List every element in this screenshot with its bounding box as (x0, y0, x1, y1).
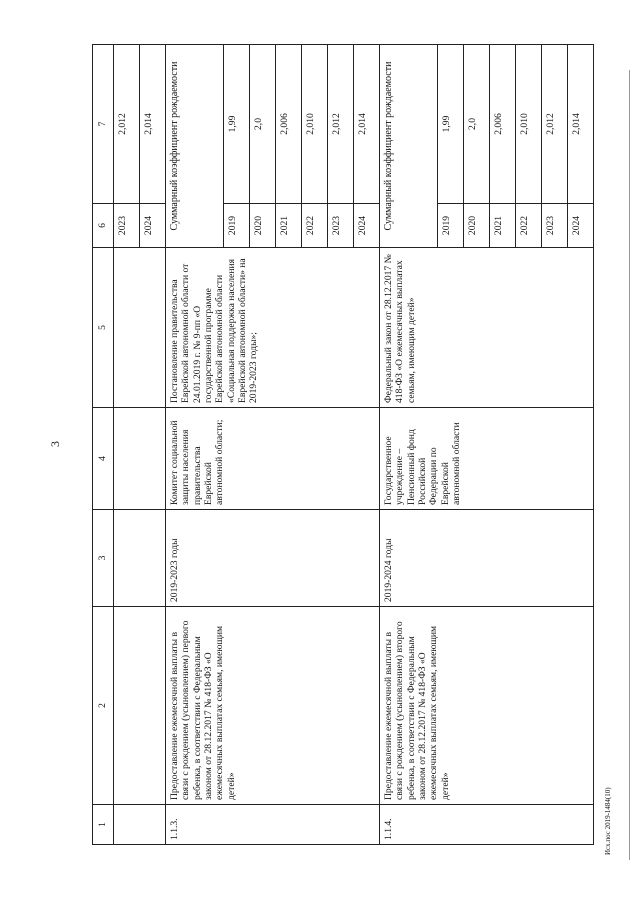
year-cell: 2020 (464, 204, 490, 248)
year-cell: 2023 (114, 204, 140, 248)
value-cell: 1,99 (438, 45, 464, 204)
year-cell: 2023 (542, 204, 568, 248)
year-cell: 2024 (568, 204, 594, 248)
year-cell: 2019 (438, 204, 464, 248)
value-cell: 2,006 (490, 45, 516, 204)
document-cell: Федеральный закон от 28.12.2017 № 418-ФЗ «О ежемесячных выплатах семьям, имеющим детей» (380, 248, 594, 408)
column-header-5: 5 (93, 248, 114, 408)
margin-rule (629, 70, 630, 860)
period-cell: 2019-2024 годы (380, 510, 594, 607)
year-cell: 2022 (302, 204, 328, 248)
column-header-2: 2 (93, 607, 114, 805)
value-cell: 2,010 (516, 45, 542, 204)
column-header-7: 7 (93, 45, 114, 204)
value-cell: 2,006 (276, 45, 302, 204)
year-cell: 2023 (328, 204, 354, 248)
year-cell: 2020 (250, 204, 276, 248)
continuation-row (114, 45, 140, 845)
year-cell: 2021 (490, 204, 516, 248)
row-number: 1.1.3. (166, 805, 380, 845)
table-row (166, 45, 224, 845)
page-number: 3 (48, 441, 62, 447)
value-cell: 2,0 (464, 45, 490, 204)
value-cell: 2,012 (114, 45, 140, 204)
table-row (380, 45, 438, 845)
value-cell: 2,012 (328, 45, 354, 204)
value-cell: 2,0 (250, 45, 276, 204)
year-cell: 2024 (140, 204, 166, 248)
empty-cell (114, 510, 166, 607)
empty-cell (114, 805, 166, 845)
rotated-table-wrapper (92, 45, 594, 845)
indicator-cell: Суммарный коэффициент рождаемости (380, 45, 438, 248)
value-cell: 2,014 (568, 45, 594, 204)
period-cell: 2019-2023 годы (166, 510, 380, 607)
year-cell: 2024 (354, 204, 380, 248)
measures-table (92, 44, 594, 845)
empty-cell (114, 607, 166, 805)
executor-cell: Комитет социальной защиты населения правительства Еврейской автономной области; (166, 408, 380, 510)
value-cell: 2,014 (354, 45, 380, 204)
indicator-cell: Суммарный коэффициент рождаемости (166, 45, 224, 248)
header-row (93, 45, 114, 845)
measure-cell: Предоставление ежемесячной выплаты в связи с рождением (усыновлением) второго ребенка, в соответствии с Федеральным законом от 28.12.2017 № 418-ФЗ «О ежемесячных выплатах семьям, имеющим детей» (380, 607, 594, 805)
measure-cell: Предоставление ежемесячной выплаты в связи с рождением (усыновлением) первого ребенка, в соответствии с Федеральным законом от 28.12.2017 № 418-ФЗ «О ежемесячных выплатах семьям, имеющим детей» (166, 607, 380, 805)
executor-cell: Государственное учреждение – Пенсионный фонд Российской Федерации по Еврейской автономной области (380, 408, 594, 510)
document-code: Исх.пос 2019-1484(10) (604, 787, 612, 855)
value-cell: 2,014 (140, 45, 166, 204)
document-cell: Постановление правительства Еврейской автономной области от 24.01.2019 г. № 9-пп «О государственной программе Еврейской автономной области «Социальная поддержка населения Еврейской автономной области» на 2019-2023 годы»; (166, 248, 380, 408)
year-cell: 2021 (276, 204, 302, 248)
value-cell: 2,010 (302, 45, 328, 204)
row-number: 1.1.4. (380, 805, 594, 845)
column-header-3: 3 (93, 510, 114, 607)
empty-cell (114, 248, 166, 408)
year-cell: 2022 (516, 204, 542, 248)
value-cell: 1,99 (224, 45, 250, 204)
column-header-1: 1 (93, 805, 114, 845)
value-cell: 2,012 (542, 45, 568, 204)
column-header-6: 6 (93, 204, 114, 248)
year-cell: 2019 (224, 204, 250, 248)
empty-cell (114, 408, 166, 510)
column-header-4: 4 (93, 408, 114, 510)
